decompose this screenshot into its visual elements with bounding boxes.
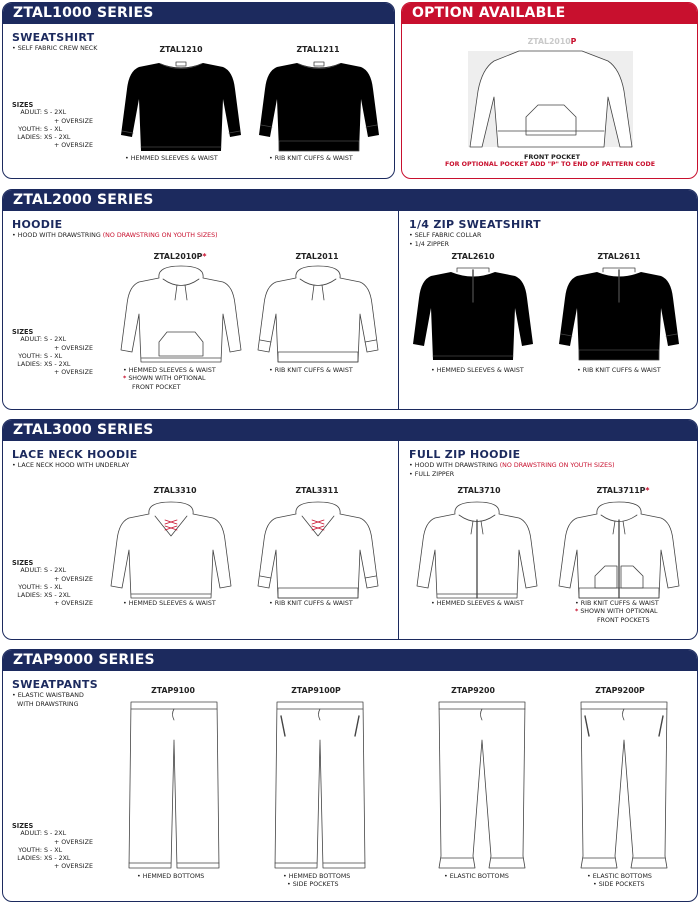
feature-text: • ELASTIC WAISTBAND: [12, 692, 84, 699]
column-divider: [398, 441, 399, 639]
sizes-block: [12, 101, 93, 151]
pattern-code: ZTAP9200: [451, 686, 495, 695]
size-value: XS - 2XL: [44, 855, 71, 863]
option-header: OPTION AVAILABLE: [402, 3, 697, 24]
size-label: LADIES:: [17, 134, 42, 142]
section-header: ZTAL1000 SERIES: [3, 3, 394, 24]
caption-line: • SIDE POCKETS: [287, 881, 339, 889]
feature-caption: • RIB KNIT CUFFS & WAIST: [269, 155, 353, 162]
feature-text: • 1/4 ZIPPER: [409, 241, 449, 248]
pattern-code: ZTAP9100P: [291, 686, 341, 695]
caption-line: • RIB KNIT CUFFS & WAIST: [575, 600, 659, 607]
full-zip-hoodie-pocket-drawing: [559, 502, 681, 598]
feature-caption: • ELASTIC BOTTOMS: [444, 873, 509, 880]
feature-caption: [123, 367, 216, 392]
pattern-code: ZTAL2611: [597, 252, 641, 261]
feature-caption: [575, 600, 659, 625]
feature-text: • FULL ZIPPER: [409, 471, 455, 478]
caption-note: FRONT POCKETS: [597, 616, 650, 624]
size-extra: + OVERSIZE: [54, 344, 93, 352]
caption-note: SHOWN WITH OPTIONAL: [128, 375, 206, 383]
ztal2000-panel: [2, 189, 698, 410]
crew-sweatshirt-rib-drawing: [259, 59, 381, 153]
pattern-code: ZTAL2610: [451, 252, 495, 261]
full-zip-hoodie-hemmed-drawing: [417, 502, 539, 598]
pattern-code: ZTAL1211: [296, 45, 340, 54]
feature-caption: [587, 873, 652, 890]
sizes-block: [12, 559, 93, 609]
feature-text: [409, 462, 615, 471]
front-pocket-hoodie-drawing: [464, 51, 637, 147]
caption-line: • HEMMED SLEEVES & WAIST: [123, 367, 216, 374]
size-extra: + OVERSIZE: [54, 575, 93, 583]
feature-caption: • HEMMED SLEEVES & WAIST: [431, 367, 524, 374]
section-header: ZTAP9000 SERIES: [3, 650, 697, 671]
size-value: S - XL: [44, 583, 63, 591]
code-text: ZTAL2010P: [153, 252, 203, 261]
size-label: YOUTH:: [18, 583, 42, 591]
option-panel: [401, 2, 698, 179]
product-title: 1/4 ZIP SWEATSHIRT: [409, 218, 541, 231]
product-title: HOODIE: [12, 218, 63, 231]
size-extra: + OVERSIZE: [54, 838, 93, 846]
size-label: YOUTH:: [18, 125, 42, 133]
pattern-code: ZTAP9200P: [595, 686, 645, 695]
size-extra: + OVERSIZE: [54, 863, 93, 871]
sizes-heading: SIZES: [12, 101, 34, 109]
quarter-zip-hemmed-drawing: [413, 268, 535, 362]
feature-main: • HOOD WITH DRAWSTRING: [12, 232, 103, 239]
ztal1000-panel: [2, 2, 395, 179]
size-label: ADULT:: [20, 109, 42, 117]
feature-note: (NO DRAWSTRING ON YOUTH SIZES): [499, 462, 615, 469]
feature-text: • LACE NECK HOOD WITH UNDERLAY: [12, 462, 130, 469]
size-label: LADIES:: [17, 855, 42, 863]
code-text: ZTAL3711P: [596, 486, 646, 495]
feature-caption: • RIB KNIT CUFFS & WAIST: [269, 367, 353, 374]
feature-caption: • HEMMED SLEEVES & WAIST: [123, 600, 216, 607]
column-divider: [398, 211, 399, 409]
size-label: ADULT:: [20, 567, 42, 575]
product-title: LACE NECK HOODIE: [12, 448, 138, 461]
sizes-block: [12, 822, 93, 872]
feature-caption: [283, 873, 350, 890]
note-star: *: [123, 375, 127, 383]
hoodie-rib-drawing: [258, 266, 380, 362]
product-title: SWEATPANTS: [12, 678, 98, 691]
caption-note: SHOWN WITH OPTIONAL: [580, 608, 658, 616]
size-value: S - XL: [44, 352, 63, 360]
sizes-heading: SIZES: [12, 559, 34, 567]
pattern-code: [143, 252, 217, 261]
size-value: S - XL: [44, 846, 63, 854]
size-value: S - 2XL: [44, 830, 67, 838]
code-base: ZTAL2010: [527, 37, 571, 46]
size-label: LADIES:: [17, 361, 42, 369]
size-value: XS - 2XL: [44, 361, 71, 369]
note-star: *: [575, 608, 579, 616]
pattern-code: ZTAL3310: [153, 486, 197, 495]
hoodie-pocket-drawing: [121, 266, 243, 362]
pattern-code: ZTAL3710: [457, 486, 501, 495]
size-value: S - 2XL: [44, 567, 67, 575]
pattern-code: ZTAL2011: [295, 252, 339, 261]
size-label: YOUTH:: [18, 352, 42, 360]
size-value: S - 2XL: [44, 336, 67, 344]
sweatpants-elastic-drawing: [435, 700, 529, 870]
sizes-block: [12, 328, 93, 378]
caption-line: • ELASTIC BOTTOMS: [587, 873, 652, 880]
crew-sweatshirt-hemmed-drawing: [121, 59, 243, 153]
feature-caption: • HEMMED BOTTOMS: [137, 873, 205, 880]
size-extra: + OVERSIZE: [54, 600, 93, 608]
caption-note: FRONT POCKET: [132, 383, 181, 391]
feature-note: (NO DRAWSTRING ON YOUTH SIZES): [102, 232, 218, 239]
option-caption: FRONT POCKET: [523, 153, 581, 161]
size-label: YOUTH:: [18, 846, 42, 854]
quarter-zip-rib-drawing: [559, 268, 681, 362]
sizes-heading: SIZES: [12, 328, 34, 336]
feature-caption: • RIB KNIT CUFFS & WAIST: [577, 367, 661, 374]
option-code: [502, 37, 602, 46]
size-extra: + OVERSIZE: [54, 142, 93, 150]
pattern-code: ZTAL3311: [295, 486, 339, 495]
pattern-code: ZTAL1210: [159, 45, 203, 54]
sweatpants-pockets-drawing: [273, 700, 367, 870]
section-header: ZTAL3000 SERIES: [3, 420, 697, 441]
pattern-code: ZTAP9100: [151, 686, 195, 695]
sweatpants-elastic-pockets-drawing: [577, 700, 671, 870]
feature-caption: • RIB KNIT CUFFS & WAIST: [269, 600, 353, 607]
caption-line: • SIDE POCKETS: [593, 881, 645, 889]
option-star: *: [202, 252, 207, 261]
lace-neck-hoodie-hemmed-drawing: [111, 502, 233, 598]
caption-line: • HEMMED BOTTOMS: [283, 873, 351, 880]
feature-main: • HOOD WITH DRAWSTRING: [409, 462, 500, 469]
feature-text: • SELF FABRIC COLLAR: [409, 232, 482, 239]
pattern-code: [589, 486, 657, 495]
sizes-heading: SIZES: [12, 822, 34, 830]
feature-caption: • HEMMED SLEEVES & WAIST: [431, 600, 524, 607]
section-header: ZTAL2000 SERIES: [3, 190, 697, 211]
size-value: S - 2XL: [44, 109, 67, 117]
sweatpants-hemmed-drawing: [127, 700, 221, 870]
size-value: XS - 2XL: [44, 592, 71, 600]
feature-text: • SELF FABRIC CREW NECK: [12, 45, 98, 52]
size-extra: + OVERSIZE: [54, 369, 93, 377]
feature-text: [12, 232, 218, 241]
lace-neck-hoodie-rib-drawing: [258, 502, 380, 598]
feature-caption: • HEMMED SLEEVES & WAIST: [125, 155, 218, 162]
ztap9000-panel: [2, 649, 698, 902]
size-extra: + OVERSIZE: [54, 117, 93, 125]
product-title: SWEATSHIRT: [12, 31, 95, 44]
size-value: XS - 2XL: [44, 134, 71, 142]
size-label: LADIES:: [17, 592, 42, 600]
size-label: ADULT:: [20, 336, 42, 344]
option-note: FOR OPTIONAL POCKET ADD "P" TO END OF PATTERN CODE: [444, 161, 656, 168]
code-suffix: P: [570, 37, 577, 46]
product-title: FULL ZIP HOODIE: [409, 448, 521, 461]
size-value: S - XL: [44, 125, 63, 133]
option-star: *: [645, 486, 650, 495]
size-label: ADULT:: [20, 830, 42, 838]
ztal3000-panel: [2, 419, 698, 640]
feature-text: WITH DRAWSTRING: [17, 701, 79, 708]
